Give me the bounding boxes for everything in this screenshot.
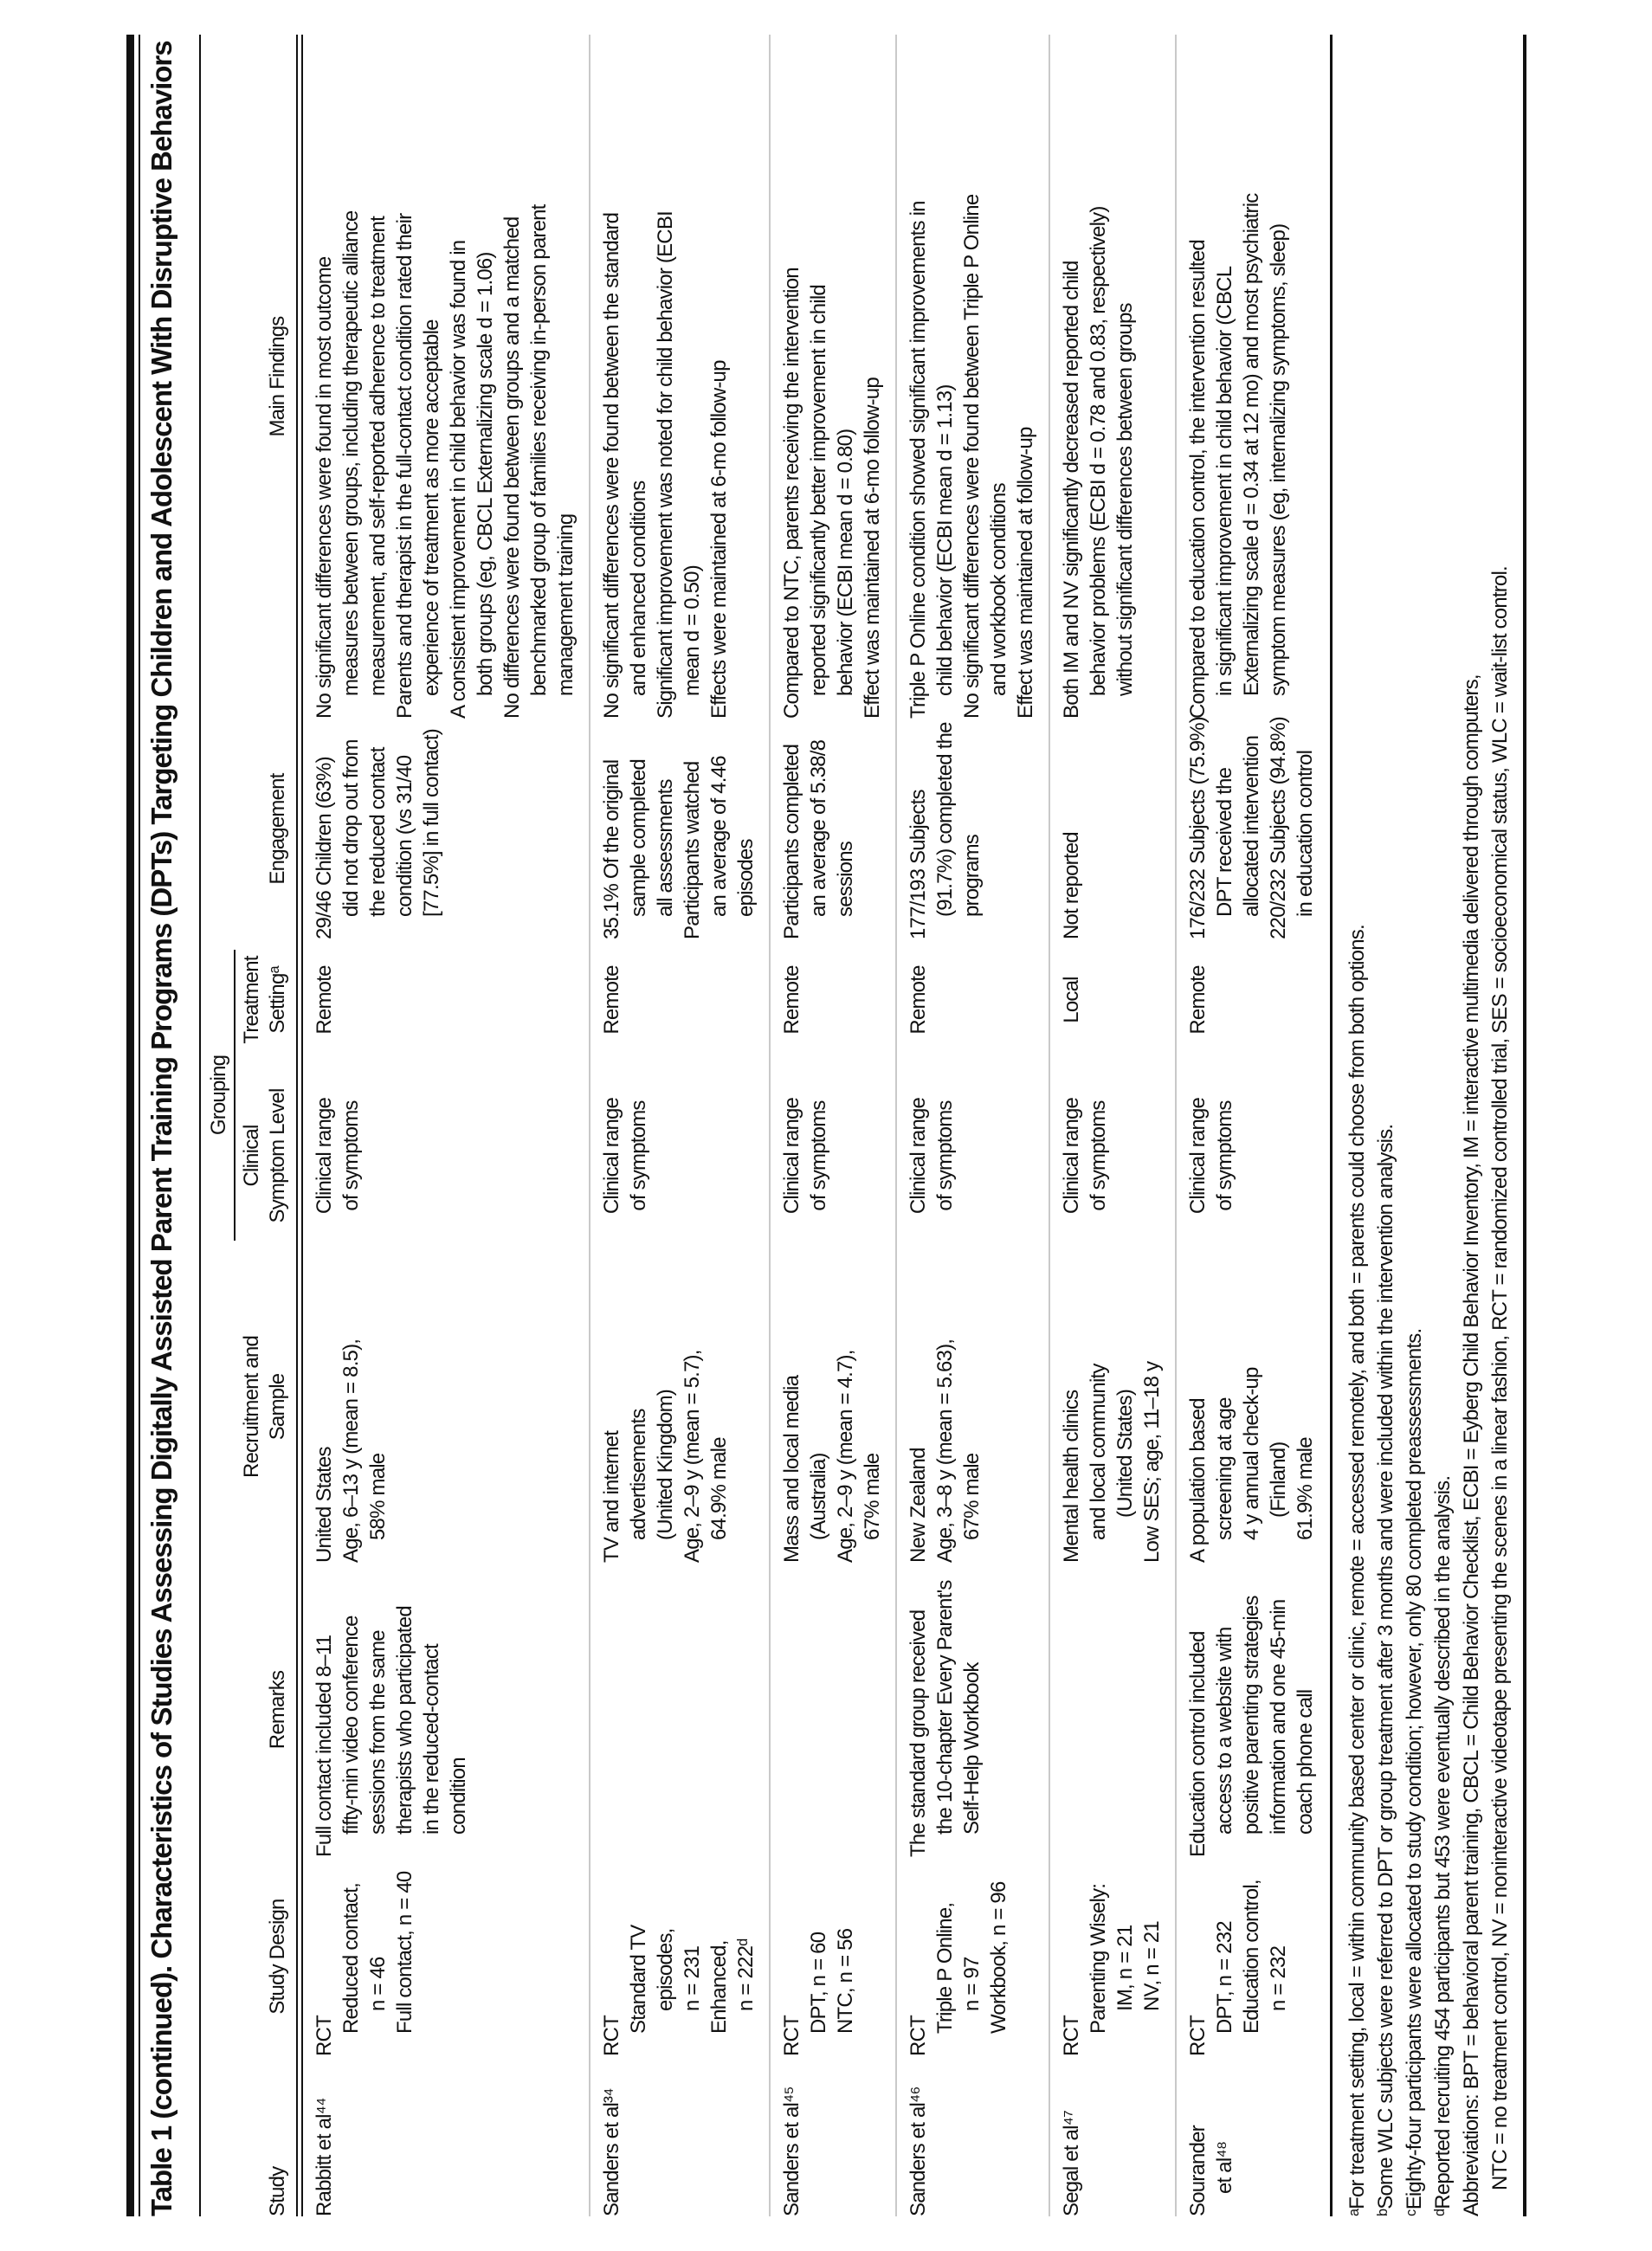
- cell-line: RCT: [907, 2016, 930, 2056]
- cell-engagement: [1058, 719, 1165, 939]
- cell-line: Age, 2–9 y (mean = 5.7),: [681, 1350, 704, 1563]
- cell-line: Remote: [313, 965, 336, 1035]
- cell-line: of symptoms: [339, 1100, 363, 1211]
- cell-engagement: [1184, 719, 1319, 939]
- cell-line: benchmarked group of families receiving in-person parent: [527, 204, 551, 696]
- cell-treatment-setting: [1184, 939, 1319, 1061]
- cell-main-findings: [598, 35, 759, 719]
- cell-line: IM, n = 21: [1113, 1925, 1137, 2011]
- cell-line: Effect was maintained at follow-up: [1014, 427, 1037, 719]
- table-header-row: [206, 35, 296, 2216]
- cell-line: and workbook conditions: [987, 483, 1010, 696]
- cell-line: therapists who participated: [393, 1606, 416, 1835]
- cell-line: all assessments: [654, 779, 677, 917]
- cell-line: 64.9% male: [707, 1437, 731, 1540]
- column-header-remarks: Remarks: [266, 1670, 289, 1750]
- cell-line: the 10-chapter Every Parent's: [933, 1580, 957, 1835]
- cell-study: [1058, 2056, 1165, 2216]
- cell-line: the reduced contact: [366, 747, 390, 917]
- cell-clinical-symptom-level: [598, 1061, 759, 1251]
- cell-study: [778, 2056, 886, 2216]
- header-setting-line1: Treatment: [240, 956, 263, 1044]
- cell-clinical-symptom-level: [905, 1061, 1039, 1251]
- cell-line: Education control included: [1186, 1631, 1210, 1857]
- cell-line: Full contact, n = 40: [393, 1871, 416, 2034]
- cell-line: Mental health clinics: [1060, 1390, 1083, 1563]
- cell-treatment-setting: [1058, 939, 1165, 1061]
- cell-line: an average of 5.38/8: [807, 739, 830, 917]
- cell-line: condition: [447, 1758, 470, 1835]
- cell-line: New Zealand: [907, 1448, 930, 1563]
- cell-line: Full contact included 8–11: [313, 1635, 336, 1857]
- cell-treatment-setting: [778, 939, 886, 1061]
- footnote: ᵇSome WLC subjects were referred to DPT or group treatment after 3 months and were included within the intervention analysis.: [1374, 1124, 1397, 2216]
- cell-line: episodes: [734, 839, 758, 917]
- cell-line: of symptoms: [807, 1100, 830, 1211]
- cell-line: n = 97: [960, 1957, 984, 2011]
- cell-line: Remote: [780, 965, 803, 1035]
- cell-line: episodes,: [654, 1928, 677, 2011]
- cell-line: Sourander: [1186, 2125, 1210, 2216]
- cell-line: A population based: [1186, 1398, 1210, 1563]
- cell-treatment-setting: [905, 939, 1039, 1061]
- cell-line: positive parenting strategies: [1240, 1596, 1263, 1835]
- cell-line: Education control,: [1240, 1880, 1263, 2034]
- table-title: Table 1 (continued). Characteristics of Studies Assessing Digitally Assisted Parent Training Programs (DPTs) Targeting Children and Adolescent With Disruptive Behaviors: [145, 41, 177, 2216]
- cell-line: programs: [960, 835, 984, 917]
- cell-study: [1184, 2056, 1319, 2216]
- cell-line: Reduced contact,: [339, 1883, 363, 2034]
- cell-line: The standard group received: [907, 1609, 930, 1857]
- cell-line: RCT: [600, 2016, 623, 2056]
- column-header-recruitment-and-sample: [239, 1251, 291, 1563]
- cell-line: Significant improvement was noted for child behavior (ECBI: [654, 211, 677, 719]
- cell-line: 176/232 Subjects (75.9%): [1186, 717, 1210, 939]
- cell-main-findings: [1184, 35, 1319, 719]
- cell-line: information and one 45-min: [1267, 1599, 1290, 1835]
- header-clinical-line2: Symptom Level: [266, 1088, 289, 1223]
- cell-line: Clinical range: [600, 1097, 623, 1215]
- cell-line: 61.9% male: [1294, 1437, 1317, 1540]
- footnote: ᵃFor treatment setting, local = within community based center or clinic, remote = accessed remotely, and both = parents could choose from both options.: [1345, 925, 1369, 2216]
- cell-line: Low SES; age, 11–18 y: [1140, 1361, 1164, 1563]
- cell-line: measurement, and self-reported adherence to treatment: [366, 216, 390, 696]
- cell-line: Compared to NTC, parents receiving the intervention: [780, 268, 803, 719]
- table-row: [769, 35, 895, 2216]
- cell-study-design: [1184, 1857, 1319, 2056]
- cell-clinical-symptom-level: [1058, 1061, 1165, 1251]
- cell-clinical-symptom-level: [311, 1061, 579, 1251]
- cell-line: n = 231: [681, 1945, 704, 2011]
- cell-study: [905, 2056, 1039, 2216]
- cell-line: sessions: [834, 842, 857, 917]
- cell-line: n = 232: [1267, 1945, 1290, 2011]
- cell-remarks: [905, 1563, 1039, 1857]
- cell-line: (United States): [1113, 1389, 1137, 1518]
- table-bottom-rule: [1330, 35, 1333, 2216]
- cell-line: Sanders et al⁴⁶: [907, 2087, 930, 2216]
- cell-line: No significant differences were found between the standard: [600, 212, 623, 719]
- cell-line: NTC, n = 56: [834, 1928, 857, 2034]
- cell-line: sample completed: [627, 759, 650, 917]
- cell-main-findings: [778, 35, 886, 719]
- cell-line: 177/193 Subjects: [907, 790, 930, 939]
- cell-treatment-setting: [598, 939, 759, 1061]
- cell-line: Age, 3–8 y (mean = 5.63),: [933, 1338, 957, 1563]
- cell-study: [311, 2056, 579, 2216]
- cell-line: Remote: [1186, 965, 1210, 1035]
- cell-line: reported significantly better improvement in child: [807, 285, 830, 696]
- cell-line: et al⁴⁸: [1213, 2141, 1236, 2194]
- cell-line: Parenting Wisely:: [1087, 1883, 1110, 2034]
- cell-study-design: [905, 1857, 1039, 2056]
- cell-line: access to a website with: [1213, 1627, 1236, 1835]
- cell-line: n = 46: [366, 1957, 390, 2011]
- cell-line: Self-Help Workbook: [960, 1662, 984, 1835]
- footnote: ᶜEighty-four participants were allocated to study condition; however, only 80 completed preassessments.: [1403, 1328, 1426, 2216]
- table-row: [589, 35, 769, 2216]
- cell-clinical-symptom-level: [1184, 1061, 1319, 1251]
- cell-line: (Australia): [807, 1453, 830, 1540]
- cell-line: Triple P Online,: [933, 1902, 957, 2034]
- cell-line: and enhanced conditions: [627, 481, 650, 696]
- cell-line: United States: [313, 1447, 336, 1563]
- cell-line: 35.1% Of the original: [600, 759, 623, 939]
- cell-line: Sanders et al³⁴: [600, 2088, 623, 2216]
- cell-recruitment-sample: [1058, 1251, 1165, 1563]
- cell-line: behavior (ECBI mean d = 0.80): [834, 429, 857, 696]
- cell-line: in the reduced-contact: [420, 1644, 443, 1835]
- cell-line: Standard TV: [627, 1925, 650, 2034]
- cell-line: 58% male: [366, 1453, 390, 1540]
- cell-line: Clinical range: [313, 1097, 336, 1215]
- cell-line: Rabbitt et al⁴⁴: [313, 2098, 336, 2216]
- cell-line: n = 222ᵈ: [734, 1938, 758, 2011]
- cell-line: an average of 4.46: [707, 756, 731, 917]
- cell-line: Remote: [907, 965, 930, 1035]
- cell-line: behavior problems (ECBI d = 0.78 and 0.83, respectively): [1087, 206, 1110, 696]
- cell-line: DPT, n = 60: [807, 1932, 830, 2034]
- cell-line: Externalizing scale d = 0.34 at 12 mo) and most psychiatric: [1240, 193, 1263, 696]
- cell-line: without significant differences between groups: [1113, 303, 1137, 696]
- grouping-spanner: [206, 939, 291, 1251]
- cell-line: Effects were maintained at 6-mo follow-up: [707, 360, 731, 719]
- cell-line: Clinical range: [1186, 1097, 1210, 1215]
- cell-line: A consistent improvement in child behavior was found in: [447, 240, 470, 719]
- cell-line: measures between groups, including therapeutic alliance: [339, 210, 363, 696]
- column-header-study-design: Study Design: [266, 1899, 289, 2015]
- cell-line: Segal et al⁴⁷: [1060, 2110, 1083, 2216]
- footnote: Abbreviations: BPT = behavioral parent training, CBCL = Child Behavior Checklist, ECBI = Eyberg Child Behavior Inventory, IM = interactive multimedia delivered through computers,: [1460, 674, 1483, 2216]
- cell-line: 4 y annual check-up: [1240, 1367, 1263, 1540]
- column-header-engagement: Engagement: [266, 773, 289, 885]
- table-rows: [303, 35, 1328, 2216]
- cell-line: 67% male: [861, 1453, 884, 1540]
- cell-line: Clinical range: [907, 1097, 930, 1215]
- cell-line: condition (vs 31/40: [393, 755, 416, 917]
- title-bottom-rule: [199, 35, 201, 2216]
- cell-line: both groups (eg, CBCL Externalizing scale d = 1.06): [474, 252, 497, 696]
- cell-engagement: [311, 719, 579, 939]
- cell-line: Remote: [600, 965, 623, 1035]
- cell-line: [77.5%] in full contact): [420, 729, 443, 917]
- grouping-label: Grouping: [207, 1055, 230, 1136]
- cell-study-design: [778, 1857, 886, 2056]
- cell-line: Enhanced,: [707, 1940, 731, 2034]
- cell-line: did not drop out from: [339, 739, 363, 917]
- cell-line: Age, 6–13 y (mean = 8.5),: [339, 1338, 363, 1563]
- header-recruitment-line2: Sample: [266, 1373, 289, 1441]
- cell-line: sessions from the same: [366, 1630, 390, 1835]
- cell-recruitment-sample: [778, 1251, 886, 1563]
- cell-engagement: [598, 719, 759, 939]
- cell-line: NV, n = 21: [1140, 1921, 1164, 2011]
- cell-recruitment-sample: [905, 1251, 1039, 1563]
- cell-engagement: [778, 719, 886, 939]
- cell-clinical-symptom-level: [778, 1061, 886, 1251]
- cell-line: child behavior (ECBI mean d = 1.13): [933, 384, 957, 696]
- cell-line: RCT: [1060, 2016, 1083, 2056]
- table-row: [1049, 35, 1175, 2216]
- cell-line: Participants completed: [780, 744, 803, 939]
- cell-remarks: [778, 1563, 886, 1857]
- cell-line: management training: [554, 513, 578, 696]
- page-end-thick-rule: [1523, 35, 1526, 2216]
- cell-line: 29/46 Children (63%): [313, 757, 336, 939]
- cell-line: in significant improvement in child behavior (CBCL: [1213, 266, 1236, 696]
- table-top-thick-rule: [126, 35, 134, 2216]
- cell-line: Age, 2–9 y (mean = 4.7),: [834, 1350, 857, 1563]
- cell-line: Parents and therapist in the full-contact condition rated their: [393, 213, 416, 719]
- table-row: [303, 35, 589, 2216]
- cell-remarks: [1184, 1563, 1319, 1857]
- footnote: ᵈReported recruiting 454 participants but 453 were eventually described in the analysis.: [1431, 1475, 1455, 2216]
- cell-line: Participants watched: [681, 761, 704, 939]
- cell-line: RCT: [313, 2016, 336, 2056]
- table-row: [1175, 35, 1328, 2216]
- cell-line: mean d = 0.50): [681, 565, 704, 696]
- cell-line: No differences were found between groups and a matched: [500, 216, 524, 719]
- cell-line: No significant differences were found in most outcome: [313, 256, 336, 719]
- cell-line: DPT, n = 232: [1213, 1921, 1236, 2034]
- cell-line: No significant differences were found between Triple P Online: [960, 194, 984, 719]
- cell-study-design: [598, 1857, 759, 2056]
- cell-line: symptom measures (eg, internalizing symptoms, sleep): [1267, 223, 1290, 696]
- column-header-clinical-symptom-level: [239, 1061, 291, 1251]
- cell-line: Both IM and NV significantly decreased reported child: [1060, 261, 1083, 719]
- cell-line: (91.7%) completed the: [933, 722, 957, 917]
- cell-engagement: [905, 719, 1039, 939]
- cell-line: Clinical range: [1060, 1097, 1083, 1215]
- cell-line: Compared to education control, the intervention resulted: [1186, 240, 1210, 719]
- cell-treatment-setting: [311, 939, 579, 1061]
- cell-line: Not reported: [1060, 832, 1083, 939]
- cell-main-findings: [905, 35, 1039, 719]
- cell-line: TV and internet: [600, 1430, 623, 1563]
- cell-study: [598, 2056, 759, 2216]
- cell-remarks: [598, 1563, 759, 1857]
- cell-main-findings: [311, 35, 579, 719]
- cell-line: (Finland): [1267, 1442, 1290, 1518]
- cell-line: Local: [1060, 977, 1083, 1023]
- cell-line: coach phone call: [1294, 1689, 1317, 1835]
- cell-recruitment-sample: [1184, 1251, 1319, 1563]
- cell-line: Clinical range: [780, 1097, 803, 1215]
- cell-line: and local community: [1087, 1364, 1110, 1540]
- cell-line: of symptoms: [1087, 1100, 1110, 1211]
- header-recruitment-line1: Recruitment and: [240, 1335, 263, 1479]
- cell-recruitment-sample: [598, 1251, 759, 1563]
- cell-study-design: [311, 1857, 579, 2056]
- grouping-underline: [234, 950, 236, 1241]
- cell-line: (United Kingdom): [654, 1390, 677, 1540]
- cell-line: of symptoms: [627, 1100, 650, 1211]
- cell-line: of symptoms: [933, 1100, 957, 1211]
- cell-main-findings: [1058, 35, 1165, 719]
- cell-line: screening at age: [1213, 1397, 1236, 1540]
- cell-line: experience of treatment as more acceptable: [420, 319, 443, 696]
- column-header-main-findings: Main Findings: [266, 316, 289, 437]
- cell-line: Workbook, n = 96: [987, 1881, 1010, 2034]
- cell-line: in education control: [1294, 750, 1317, 917]
- table-row: [895, 35, 1049, 2216]
- cell-line: advertisements: [627, 1409, 650, 1540]
- cell-line: 220/232 Subjects (94.8%): [1267, 717, 1290, 939]
- column-header-treatment-setting: [239, 939, 291, 1061]
- cell-line: RCT: [1186, 2016, 1210, 2056]
- cell-line: Triple P Online condition showed significant improvements in: [907, 201, 930, 719]
- header-setting-line2: Settingᵃ: [266, 966, 289, 1034]
- footnotes-block: [1343, 35, 1514, 2216]
- grouping-subheaders: [239, 939, 291, 1251]
- footnote: NTC = no treatment control, NV = noninteractive videotape presenting the scenes in a linear fashion, RCT = randomized controlled trial, SES = socioeconomical status, WLC = wait-list control.: [1488, 566, 1512, 2190]
- cell-remarks: [1058, 1563, 1165, 1857]
- cell-line: of symptoms: [1213, 1100, 1236, 1211]
- table-top-thin-rule: [139, 35, 140, 2216]
- column-header-study: Study: [266, 2166, 289, 2216]
- header-clinical-line1: Clinical: [240, 1125, 263, 1187]
- cell-line: 67% male: [960, 1453, 984, 1540]
- cell-line: DPT received the: [1213, 767, 1236, 917]
- cell-line: Mass and local media: [780, 1375, 803, 1563]
- cell-study-design: [1058, 1857, 1165, 2056]
- cell-recruitment-sample: [311, 1251, 579, 1563]
- cell-line: allocated intervention: [1240, 735, 1263, 917]
- header-bottom-rule-1: [296, 35, 298, 2216]
- cell-line: Sanders et al⁴⁵: [780, 2087, 803, 2216]
- table-body: [206, 35, 1526, 2216]
- cell-line: fifty-min video conference: [339, 1616, 363, 1835]
- cell-line: Effect was maintained at 6-mo follow-up: [861, 377, 884, 719]
- cell-remarks: [311, 1563, 579, 1857]
- cell-line: RCT: [780, 2016, 803, 2056]
